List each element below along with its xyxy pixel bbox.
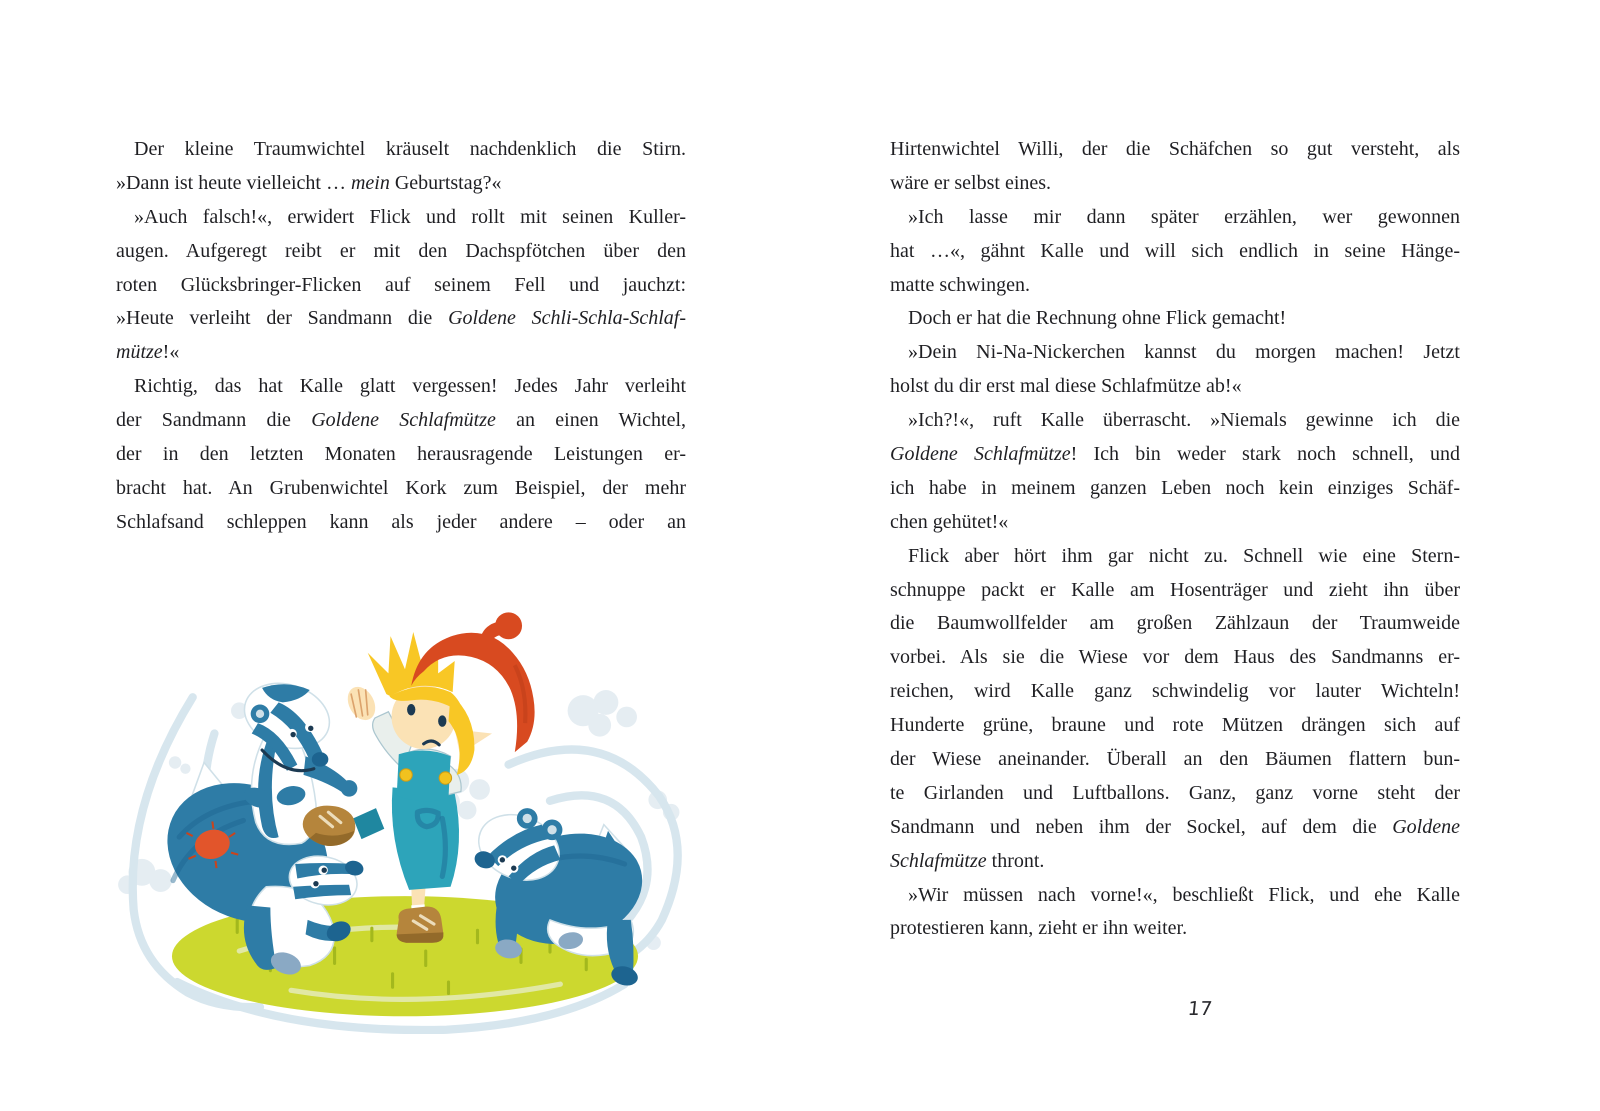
text-segment: !« xyxy=(162,341,180,364)
text-line xyxy=(890,607,1460,641)
text-segment: augen. Aufgeregt reibt er mit den Dachspfötchen über den xyxy=(116,239,686,262)
text-line xyxy=(890,302,1460,336)
text-segment: der Wiese aneinander. Überall an den Bäumen flattern bun- xyxy=(890,748,1460,771)
text-segment: »Dein Ni-Na-Nickerchen kannst du morgen machen! Jetzt xyxy=(908,341,1460,364)
text-segment-italic: Goldene Schlafmütze xyxy=(890,443,1071,466)
text-segment: Flick aber hört ihm gar nicht zu. Schnell wie eine Stern- xyxy=(908,544,1460,567)
text-segment: te Girlanden und Luftballons. Ganz, ganz vorne steht der xyxy=(890,781,1460,804)
text-line xyxy=(116,269,686,303)
text-line xyxy=(116,370,686,404)
text-line xyxy=(116,438,686,472)
text-line xyxy=(890,404,1460,438)
text-line xyxy=(890,336,1460,370)
text-segment: vorbei. Als sie die Wiese vor dem Haus des Sandmanns er- xyxy=(890,646,1460,669)
text-line xyxy=(890,540,1460,574)
text-segment: ich habe in meinem ganzen Leben noch kein einziges Schäf- xyxy=(890,476,1460,499)
text-segment: »Ich?!«, ruft Kalle überrascht. »Niemals gewinne ich die xyxy=(908,409,1460,432)
text-segment: an einen Wichtel, xyxy=(495,409,686,432)
text-line xyxy=(890,777,1460,811)
text-segment-italic: Schlafmütze xyxy=(890,849,987,872)
text-line xyxy=(890,845,1460,879)
text-segment: Der kleine Traumwichtel kräuselt nachdenklich die Stirn. xyxy=(134,138,686,160)
text-line xyxy=(890,912,1460,946)
text-segment-italic: Goldene Schli-Schla-Schlaf- xyxy=(448,307,686,330)
boy-cuff xyxy=(353,808,384,839)
text-segment: thront. xyxy=(986,849,1045,872)
text-segment: protestieren kann, zieht er ihn weiter. xyxy=(890,917,1188,940)
text-segment: Hunderte grüne, braune und rote Mützen drängen sich auf xyxy=(890,714,1460,737)
text-segment: roten Glücksbringer-Flicken auf seinem Fell und jauchzt: xyxy=(116,273,686,296)
text-segment: »Auch falsch!«, erwidert Flick und rollt mit seinen Kuller- xyxy=(134,205,686,228)
text-segment: Hirtenwichtel Willi, der die Schäfchen so gut versteht, als xyxy=(890,138,1460,160)
boy-button xyxy=(400,769,412,781)
text-segment-italic: mein xyxy=(350,171,390,194)
left-page-text xyxy=(116,133,686,540)
text-segment: chen gehütet!« xyxy=(890,510,1009,533)
text-line xyxy=(890,167,1460,201)
boy-eye xyxy=(438,715,446,726)
text-segment: der Sandmann die xyxy=(116,409,312,432)
text-line xyxy=(890,641,1460,675)
text-segment: reichen, wird Kalle ganz schwindelig vor lauter Wichteln! xyxy=(890,680,1460,703)
text-line xyxy=(116,336,686,370)
text-line xyxy=(116,235,686,269)
text-line xyxy=(890,438,1460,472)
text-line xyxy=(890,269,1460,303)
text-segment-italic: Goldene xyxy=(1392,815,1460,838)
text-line xyxy=(116,201,686,235)
text-segment: wäre er selbst eines. xyxy=(890,171,1052,194)
text-segment-italic: Goldene Schlafmütze xyxy=(311,409,496,432)
text-line xyxy=(890,133,1460,167)
boy-button xyxy=(439,772,451,784)
text-line xyxy=(116,506,686,540)
text-segment: der in den letzten Monaten herausragende Leistungen er- xyxy=(116,443,686,466)
text-segment: Richtig, das hat Kalle glatt vergessen! Jedes Jahr verleiht xyxy=(134,375,686,398)
text-line xyxy=(890,743,1460,777)
text-segment: Schlafsand schleppen kann als jeder andere – oder an xyxy=(116,510,686,533)
text-segment: hat …«, gähnt Kalle und will sich endlich in seine Hänge- xyxy=(890,239,1460,262)
text-segment: matte schwingen. xyxy=(890,273,1030,296)
text-line xyxy=(116,302,686,336)
text-segment: »Ich lasse mir dann später erzählen, wer gewonnen xyxy=(908,205,1460,228)
text-line xyxy=(116,404,686,438)
text-segment: »Dann ist heute vielleicht … xyxy=(116,171,351,194)
text-segment-italic: mütze xyxy=(116,341,163,364)
text-line xyxy=(890,709,1460,743)
text-line xyxy=(116,133,686,167)
text-segment: »Wir müssen nach vorne!«, beschließt Flick, und ehe Kalle xyxy=(908,883,1460,906)
illustration-boy-and-badgers xyxy=(115,578,695,1034)
text-segment: »Heute verleiht der Sandmann die xyxy=(116,307,449,330)
page-number: 17 xyxy=(1186,998,1214,1020)
text-segment: schnuppe packt er Kalle am Hosenträger und zieht ihn über xyxy=(890,578,1460,601)
text-line xyxy=(890,472,1460,506)
text-line xyxy=(890,235,1460,269)
text-segment: Doch er hat die Rechnung ohne Flick gemacht! xyxy=(908,307,1287,330)
text-line xyxy=(890,675,1460,709)
text-line xyxy=(116,167,686,201)
text-line xyxy=(116,472,686,506)
text-segment: Sandmann und neben ihm der Sockel, auf dem die xyxy=(890,815,1393,838)
text-line xyxy=(890,811,1460,845)
right-page-text xyxy=(890,133,1460,946)
badger-nose xyxy=(312,752,329,767)
text-segment: holst du dir erst mal diese Schlafmütze ab!« xyxy=(890,375,1242,398)
text-line xyxy=(890,574,1460,608)
text-line xyxy=(890,201,1460,235)
boy-overall-shorts xyxy=(392,787,459,890)
boy-eye xyxy=(407,704,415,715)
text-segment: bracht hat. An Grubenwichtel Kork zum Beispiel, der mehr xyxy=(116,476,686,499)
text-segment: die Baumwollfelder am großen Zählzaun der Traumweide xyxy=(890,612,1460,635)
text-segment: Geburtstag?« xyxy=(389,171,502,194)
text-line xyxy=(890,879,1460,913)
text-line xyxy=(890,506,1460,540)
boy-cap-knot xyxy=(495,612,522,639)
text-line xyxy=(890,370,1460,404)
text-segment: ! Ich bin weder stark noch schnell, und xyxy=(1070,443,1461,466)
